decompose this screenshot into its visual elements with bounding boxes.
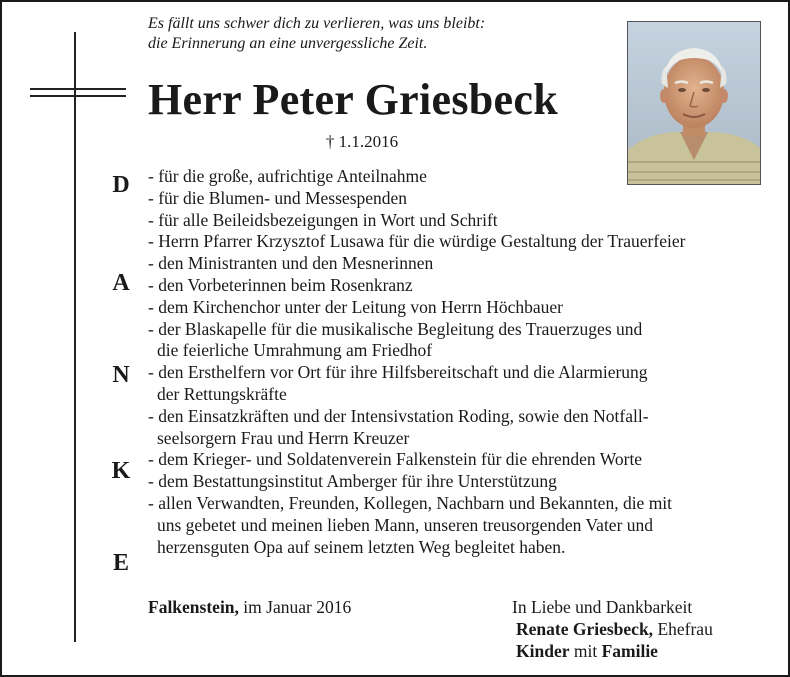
thanks-item: - für die große, aufrichtige Anteilnahme <box>148 166 427 186</box>
danke-letter: N <box>98 362 144 388</box>
thanks-item: - für alle Beileidsbezeigungen in Wort und Schrift <box>148 209 498 230</box>
death-date: † 1.1.2016 <box>325 132 399 151</box>
thanks-item: - dem Kirchenchor unter der Leitung von Herrn Höchbauer <box>148 296 563 317</box>
thanks-item: seelsorgern Frau und Herrn Kreuzer <box>157 427 410 448</box>
closing-line: In Liebe und Dankbarkeit <box>512 597 693 617</box>
danke-letter: E <box>98 550 144 576</box>
quote-line: die Erinnerung an eine unvergessliche Zeit. <box>148 35 428 52</box>
deceased-name: Herr Peter Griesbeck <box>148 75 558 124</box>
thanks-item: uns gebetet und meinen lieben Mann, unseren treusorgenden Vater und <box>157 514 654 535</box>
signer-children: Kinder <box>516 641 570 661</box>
thanks-item: - allen Verwandten, Freunden, Kollegen, Nachbarn und Bekannten, die mit <box>148 492 673 513</box>
signature-place-date <box>148 596 351 618</box>
thanks-list <box>148 166 685 558</box>
danke-letter: D <box>98 172 144 198</box>
thanks-item: - der Blaskapelle für die musikalische Begleitung des Trauerzuges und <box>148 318 643 339</box>
quote-line: Es fällt uns schwer dich zu verlieren, was uns bleibt: <box>148 15 486 32</box>
signer-name: Renate Griesbeck, <box>516 619 654 639</box>
thanks-item: - für die Blumen- und Messespenden <box>148 187 408 208</box>
date-text: im Januar 2016 <box>238 597 352 617</box>
danke-letter: K <box>98 458 144 484</box>
cross-vertical-bar <box>74 32 76 642</box>
thanks-item: - dem Bestattungsinstitut Amberger für ihre Unterstützung <box>148 471 557 492</box>
portrait-illustration <box>628 22 760 184</box>
signer-family-label: Familie <box>601 641 658 661</box>
cross-horizontal-bar <box>30 88 126 90</box>
thanks-item: - den Vorbeterinnen beim Rosenkranz <box>148 274 413 295</box>
thanks-item: - dem Krieger- und Soldatenverein Falkenstein für die ehrenden Worte <box>148 449 643 470</box>
thanks-item: - den Einsatzkräften und der Intensivstation Roding, sowie den Notfall- <box>148 405 649 426</box>
thanks-item: herzensguten Opa auf seinem letzten Weg begleitet haben. <box>157 536 566 557</box>
signer-connector: mit <box>569 641 602 661</box>
portrait-photo <box>627 21 761 185</box>
memorial-quote <box>148 14 485 54</box>
signer-widow <box>512 618 713 640</box>
signature-block <box>512 596 713 662</box>
cross-horizontal-bar <box>30 95 126 97</box>
danke-letter: A <box>98 270 144 296</box>
signer-role: Ehefrau <box>653 619 713 639</box>
thanks-item: die feierliche Umrahmung am Friedhof <box>157 340 433 361</box>
thanks-item: - den Ministranten und den Mesnerinnen <box>148 253 434 274</box>
thanks-item: - Herrn Pfarrer Krzysztof Lusawa für die würdige Gestaltung der Trauerfeier <box>148 231 686 252</box>
thanks-item: der Rettungskräfte <box>157 383 287 404</box>
place-name: Falkenstein, <box>148 597 239 617</box>
signer-family <box>512 640 713 662</box>
thanks-item: - den Ersthelfern vor Ort für ihre Hilfsbereitschaft und die Alarmierung <box>148 362 648 383</box>
